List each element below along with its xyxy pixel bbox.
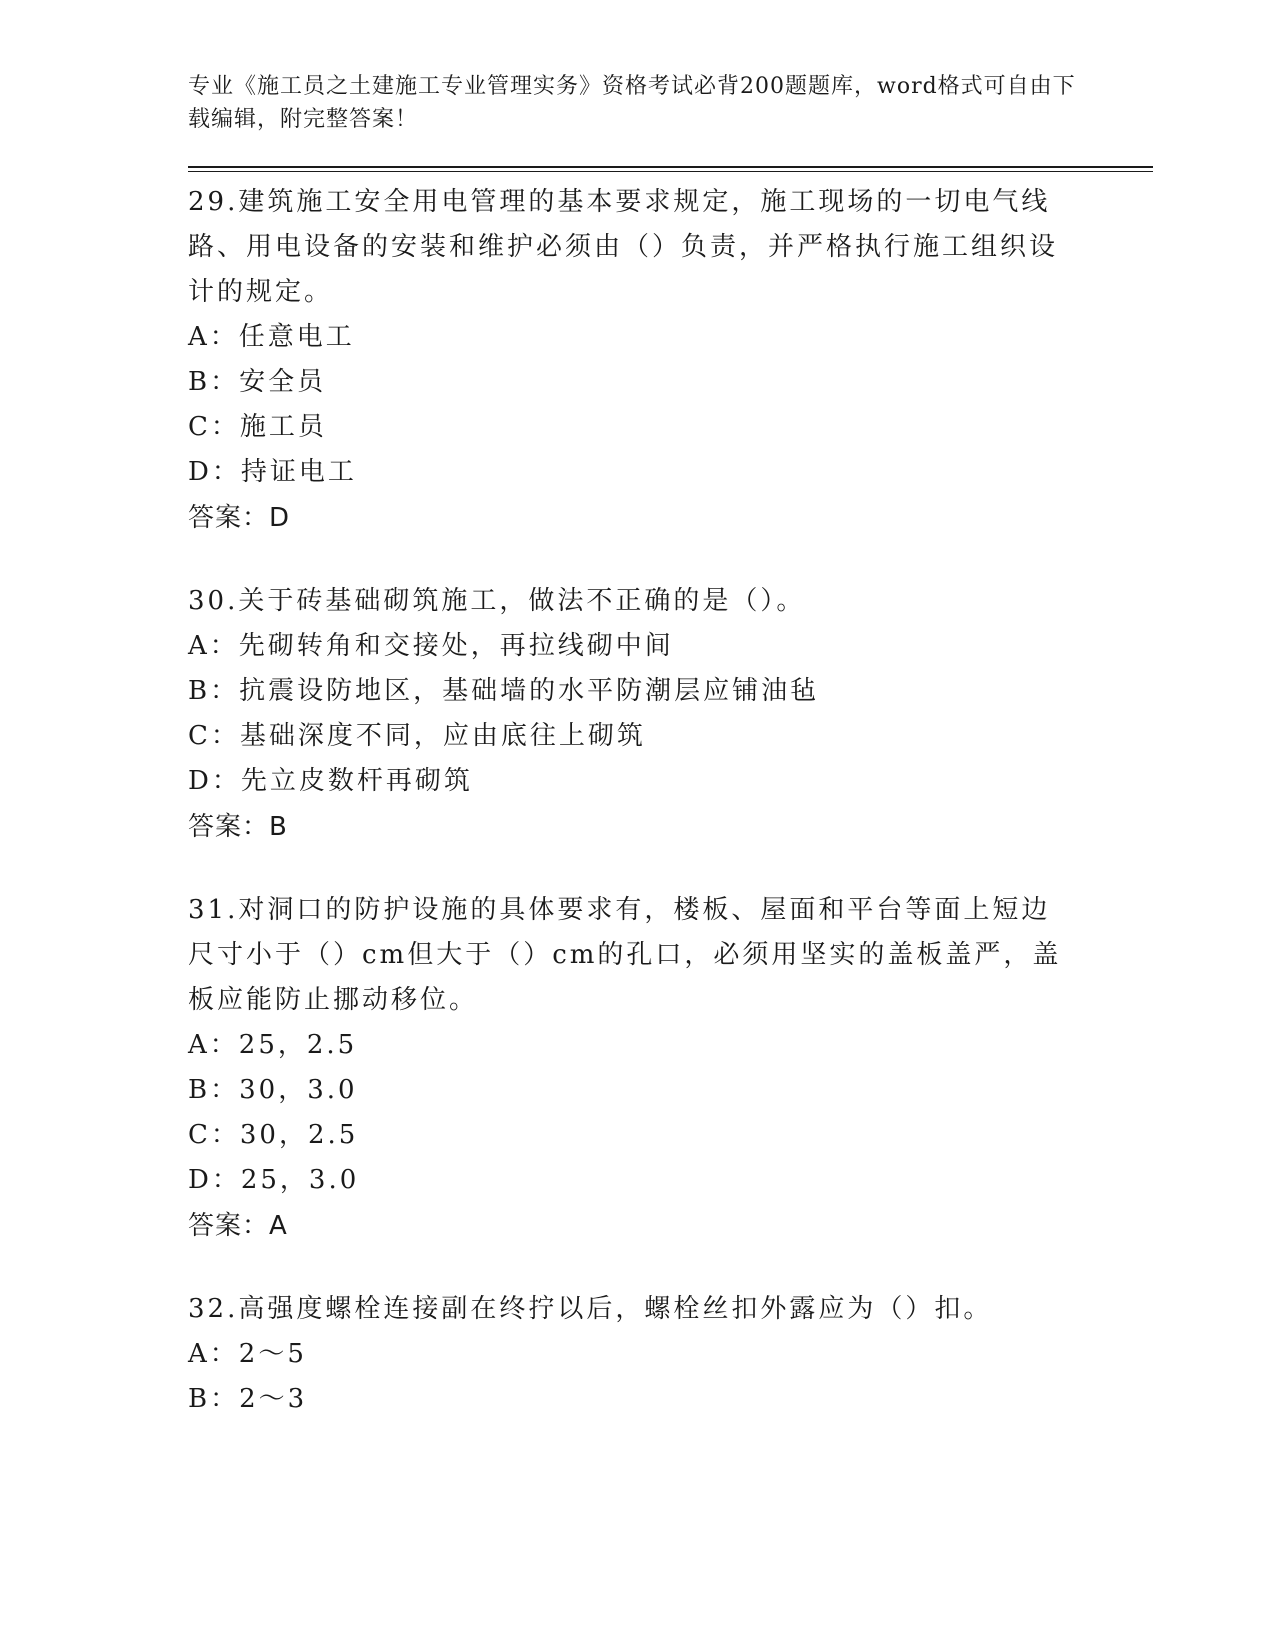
question-stem: 29.建筑施工安全用电管理的基本要求规定，施工现场的一切电气线路、用电设备的安装和维护必须由（）负责，并严格执行施工组织设计的规定。: [188, 187, 1059, 307]
option-b: B：2～3: [188, 1384, 308, 1414]
option-c: C：30，2.5: [188, 1120, 359, 1150]
question-stem: 31.对洞口的防护设施的具体要求有，楼板、屋面和平台等面上短边尺寸小于（）cm但大于（）cm的孔口，必须用坚实的盖板盖严，盖板应能防止挪动移位。: [188, 895, 1062, 1015]
option-a: A：2～5: [188, 1339, 307, 1369]
option-b: B：安全员: [188, 367, 327, 397]
option-c: C：施工员: [188, 412, 327, 442]
option-a: A：先砌转角和交接处，再拉线砌中间: [188, 631, 674, 661]
option-a: A：任意电工: [188, 322, 355, 352]
option-b: B：30，3.0: [188, 1075, 358, 1105]
document-header: 专业《施工员之土建施工专业管理实务》资格考试必背200题题库，word格式可自由下载编辑，附完整答案！: [188, 74, 1076, 132]
question-list: [188, 180, 1148, 1422]
answer-label: 答案：D: [188, 503, 291, 533]
answer-label: 答案：B: [188, 812, 288, 842]
question-30: [188, 579, 1148, 850]
option-b: B：抗震设防地区，基础墙的水平防潮层应铺油毡: [188, 676, 820, 706]
question-32: [188, 1287, 1148, 1422]
option-d: D：持证电工: [188, 457, 357, 487]
option-c: C：基础深度不同，应由底往上砌筑: [188, 721, 646, 751]
option-d: D：先立皮数杆再砌筑: [188, 766, 473, 796]
question-stem: 30.关于砖基础砌筑施工，做法不正确的是（）。: [188, 586, 806, 616]
document-page: [188, 70, 1148, 1460]
question-31: [188, 888, 1148, 1249]
question-stem: 32.高强度螺栓连接副在终拧以后，螺栓丝扣外露应为（）扣。: [188, 1294, 993, 1324]
option-a: A：25，2.5: [188, 1030, 358, 1060]
option-d: D：25，3.0: [188, 1165, 360, 1195]
answer-label: 答案：A: [188, 1211, 288, 1241]
header-divider: [188, 166, 1153, 172]
question-29: [188, 180, 1148, 541]
